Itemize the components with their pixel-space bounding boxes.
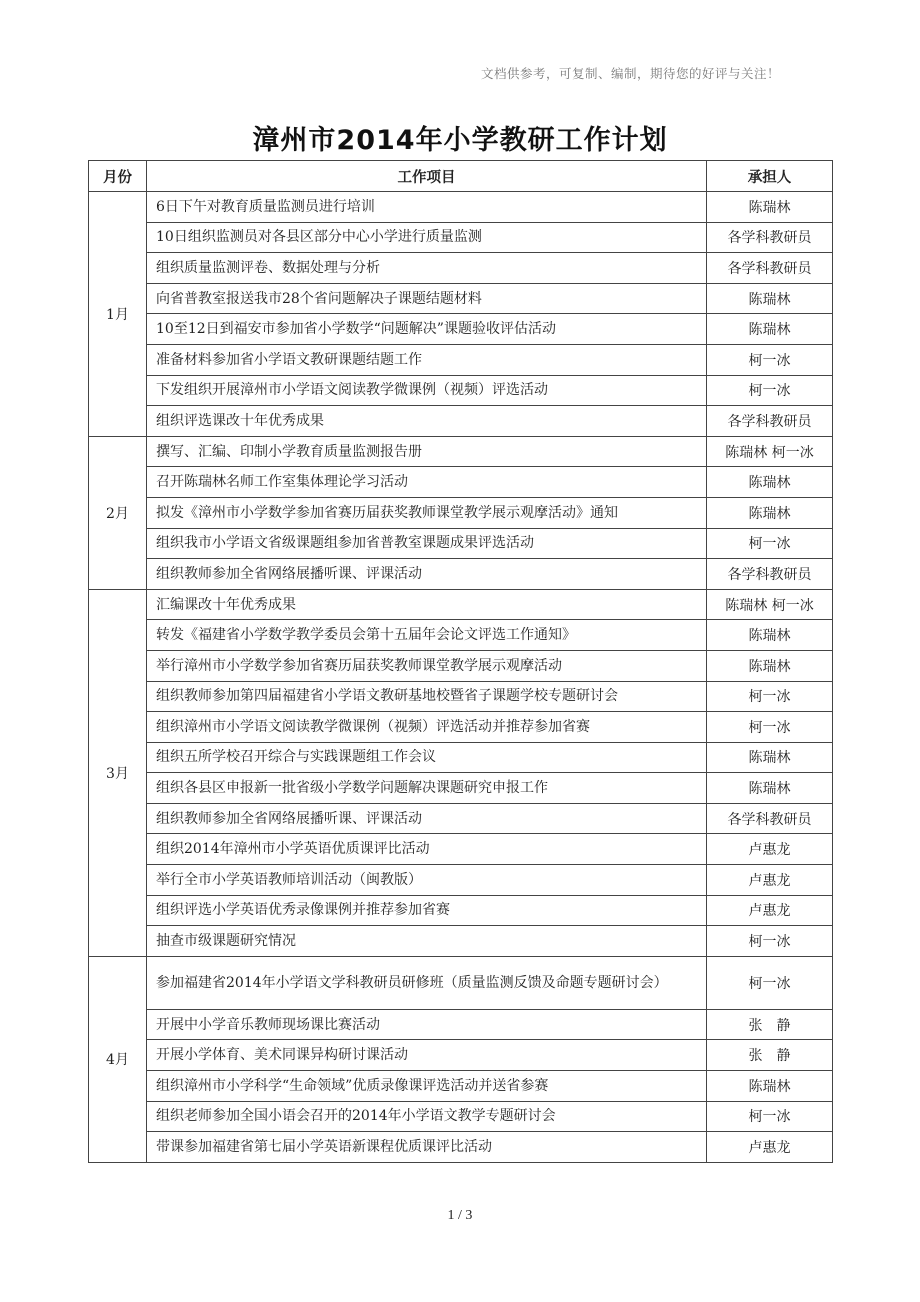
table-row <box>89 803 833 834</box>
table-body <box>89 192 833 1163</box>
owner-cell: 张 静 <box>707 1009 833 1040</box>
table-row <box>89 773 833 804</box>
table-row <box>89 559 833 590</box>
owner-cell: 各学科教研员 <box>707 253 833 284</box>
column-header-month: 月份 <box>89 161 147 192</box>
owner-cell: 柯一冰 <box>707 926 833 957</box>
month-cell: 4月 <box>89 956 147 1162</box>
work-item-cell: 组织教师参加全省网络展播听课、评课活动 <box>147 559 707 590</box>
work-item-cell: 组织各县区申报新一批省级小学数学问题解决课题研究申报工作 <box>147 773 707 804</box>
table-row <box>89 1101 833 1132</box>
owner-cell: 各学科教研员 <box>707 803 833 834</box>
table-row <box>89 192 833 223</box>
work-item-cell: 准备材料参加省小学语文教研课题结题工作 <box>147 344 707 375</box>
owner-cell: 陈瑞林 <box>707 497 833 528</box>
table-row <box>89 681 833 712</box>
owner-cell: 卢惠龙 <box>707 834 833 865</box>
owner-cell: 陈瑞林 <box>707 1071 833 1102</box>
work-item-cell: 组织评选小学英语优秀录像课例并推荐参加省赛 <box>147 895 707 926</box>
table-row <box>89 283 833 314</box>
work-item-cell: 汇编课改十年优秀成果 <box>147 589 707 620</box>
table-row <box>89 895 833 926</box>
watermark-note: 文档供参考，可复制、编制，期待您的好评与关注！ <box>480 66 780 81</box>
table-row <box>89 344 833 375</box>
work-item-cell: 组织教师参加全省网络展播听课、评课活动 <box>147 803 707 834</box>
owner-cell: 各学科教研员 <box>707 559 833 590</box>
table-row <box>89 834 833 865</box>
owner-cell: 张 静 <box>707 1040 833 1071</box>
owner-cell: 陈瑞林 <box>707 650 833 681</box>
table-row <box>89 650 833 681</box>
work-item-cell: 6日下午对教育质量监测员进行培训 <box>147 192 707 223</box>
work-item-cell: 组织教师参加第四届福建省小学语文教研基地校暨省子课题学校专题研讨会 <box>147 681 707 712</box>
month-cell: 3月 <box>89 589 147 956</box>
work-item-cell: 参加福建省2014年小学语文学科教研员研修班（质量监测反馈及命题专题研讨会） <box>147 956 707 1009</box>
work-item-cell: 举行漳州市小学数学参加省赛历届获奖教师课堂教学展示观摩活动 <box>147 650 707 681</box>
table-row <box>89 956 833 1009</box>
table-row <box>89 1009 833 1040</box>
table-row <box>89 222 833 253</box>
table-row <box>89 436 833 467</box>
table-row <box>89 865 833 896</box>
owner-cell: 陈瑞林 <box>707 192 833 223</box>
table-row <box>89 375 833 406</box>
work-item-cell: 组织漳州市小学科学“生命领域”优质录像课评选活动并送省参赛 <box>147 1071 707 1102</box>
work-item-cell: 抽查市级课题研究情况 <box>147 926 707 957</box>
owner-cell: 陈瑞林 柯一冰 <box>707 589 833 620</box>
table-row <box>89 406 833 437</box>
work-item-cell: 拟发《漳州市小学数学参加省赛历届获奖教师课堂教学展示观摩活动》通知 <box>147 497 707 528</box>
owner-cell: 柯一冰 <box>707 344 833 375</box>
work-item-cell: 组织评选课改十年优秀成果 <box>147 406 707 437</box>
work-item-cell: 开展小学体育、美术同课异构研讨课活动 <box>147 1040 707 1071</box>
owner-cell: 陈瑞林 <box>707 467 833 498</box>
work-item-cell: 组织五所学校召开综合与实践课题组工作会议 <box>147 742 707 773</box>
table-row <box>89 589 833 620</box>
owner-cell: 卢惠龙 <box>707 865 833 896</box>
work-item-cell: 组织质量监测评卷、数据处理与分析 <box>147 253 707 284</box>
table-row <box>89 1071 833 1102</box>
owner-cell: 陈瑞林 柯一冰 <box>707 436 833 467</box>
owner-cell: 各学科教研员 <box>707 222 833 253</box>
month-cell: 1月 <box>89 192 147 437</box>
table-row <box>89 467 833 498</box>
work-item-cell: 举行全市小学英语教师培训活动（闽教版） <box>147 865 707 896</box>
owner-cell: 柯一冰 <box>707 712 833 743</box>
table-row <box>89 620 833 651</box>
table-row <box>89 314 833 345</box>
owner-cell: 柯一冰 <box>707 375 833 406</box>
table-row <box>89 253 833 284</box>
table-header-row <box>89 161 833 192</box>
table-row <box>89 1040 833 1071</box>
owner-cell: 陈瑞林 <box>707 283 833 314</box>
table-row <box>89 742 833 773</box>
column-header-owner: 承担人 <box>707 161 833 192</box>
table-row <box>89 712 833 743</box>
owner-cell: 柯一冰 <box>707 681 833 712</box>
owner-cell: 卢惠龙 <box>707 1132 833 1163</box>
page-indicator: 1 / 3 <box>447 1208 473 1223</box>
owner-cell: 柯一冰 <box>707 1101 833 1132</box>
work-item-cell: 组织老师参加全国小语会召开的2014年小学语文教学专题研讨会 <box>147 1101 707 1132</box>
month-cell: 2月 <box>89 436 147 589</box>
table-row <box>89 497 833 528</box>
table-row <box>89 1132 833 1163</box>
work-item-cell: 组织我市小学语文省级课题组参加省普教室课题成果评选活动 <box>147 528 707 559</box>
column-header-item: 工作项目 <box>147 161 707 192</box>
work-item-cell: 组织漳州市小学语文阅读教学微课例（视频）评选活动并推荐参加省赛 <box>147 712 707 743</box>
work-item-cell: 10日组织监测员对各县区部分中心小学进行质量监测 <box>147 222 707 253</box>
work-item-cell: 带课参加福建省第七届小学英语新课程优质课评比活动 <box>147 1132 707 1163</box>
work-item-cell: 开展中小学音乐教师现场课比赛活动 <box>147 1009 707 1040</box>
owner-cell: 卢惠龙 <box>707 895 833 926</box>
owner-cell: 柯一冰 <box>707 528 833 559</box>
table-row <box>89 528 833 559</box>
work-item-cell: 召开陈瑞林名师工作室集体理论学习活动 <box>147 467 707 498</box>
work-item-cell: 撰写、汇编、印制小学教育质量监测报告册 <box>147 436 707 467</box>
document-title: 漳州市2014年小学教研工作计划 <box>252 125 668 156</box>
owner-cell: 各学科教研员 <box>707 406 833 437</box>
work-plan-table <box>88 160 833 1163</box>
work-item-cell: 组织2014年漳州市小学英语优质课评比活动 <box>147 834 707 865</box>
owner-cell: 陈瑞林 <box>707 742 833 773</box>
table-row <box>89 926 833 957</box>
work-item-cell: 向省普教室报送我市28个省问题解决子课题结题材料 <box>147 283 707 314</box>
owner-cell: 陈瑞林 <box>707 314 833 345</box>
owner-cell: 陈瑞林 <box>707 620 833 651</box>
work-item-cell: 下发组织开展漳州市小学语文阅读教学微课例（视频）评选活动 <box>147 375 707 406</box>
work-item-cell: 10至12日到福安市参加省小学数学“问题解决”课题验收评估活动 <box>147 314 707 345</box>
owner-cell: 陈瑞林 <box>707 773 833 804</box>
work-item-cell: 转发《福建省小学数学教学委员会第十五届年会论文评选工作通知》 <box>147 620 707 651</box>
owner-cell: 柯一冰 <box>707 956 833 1009</box>
